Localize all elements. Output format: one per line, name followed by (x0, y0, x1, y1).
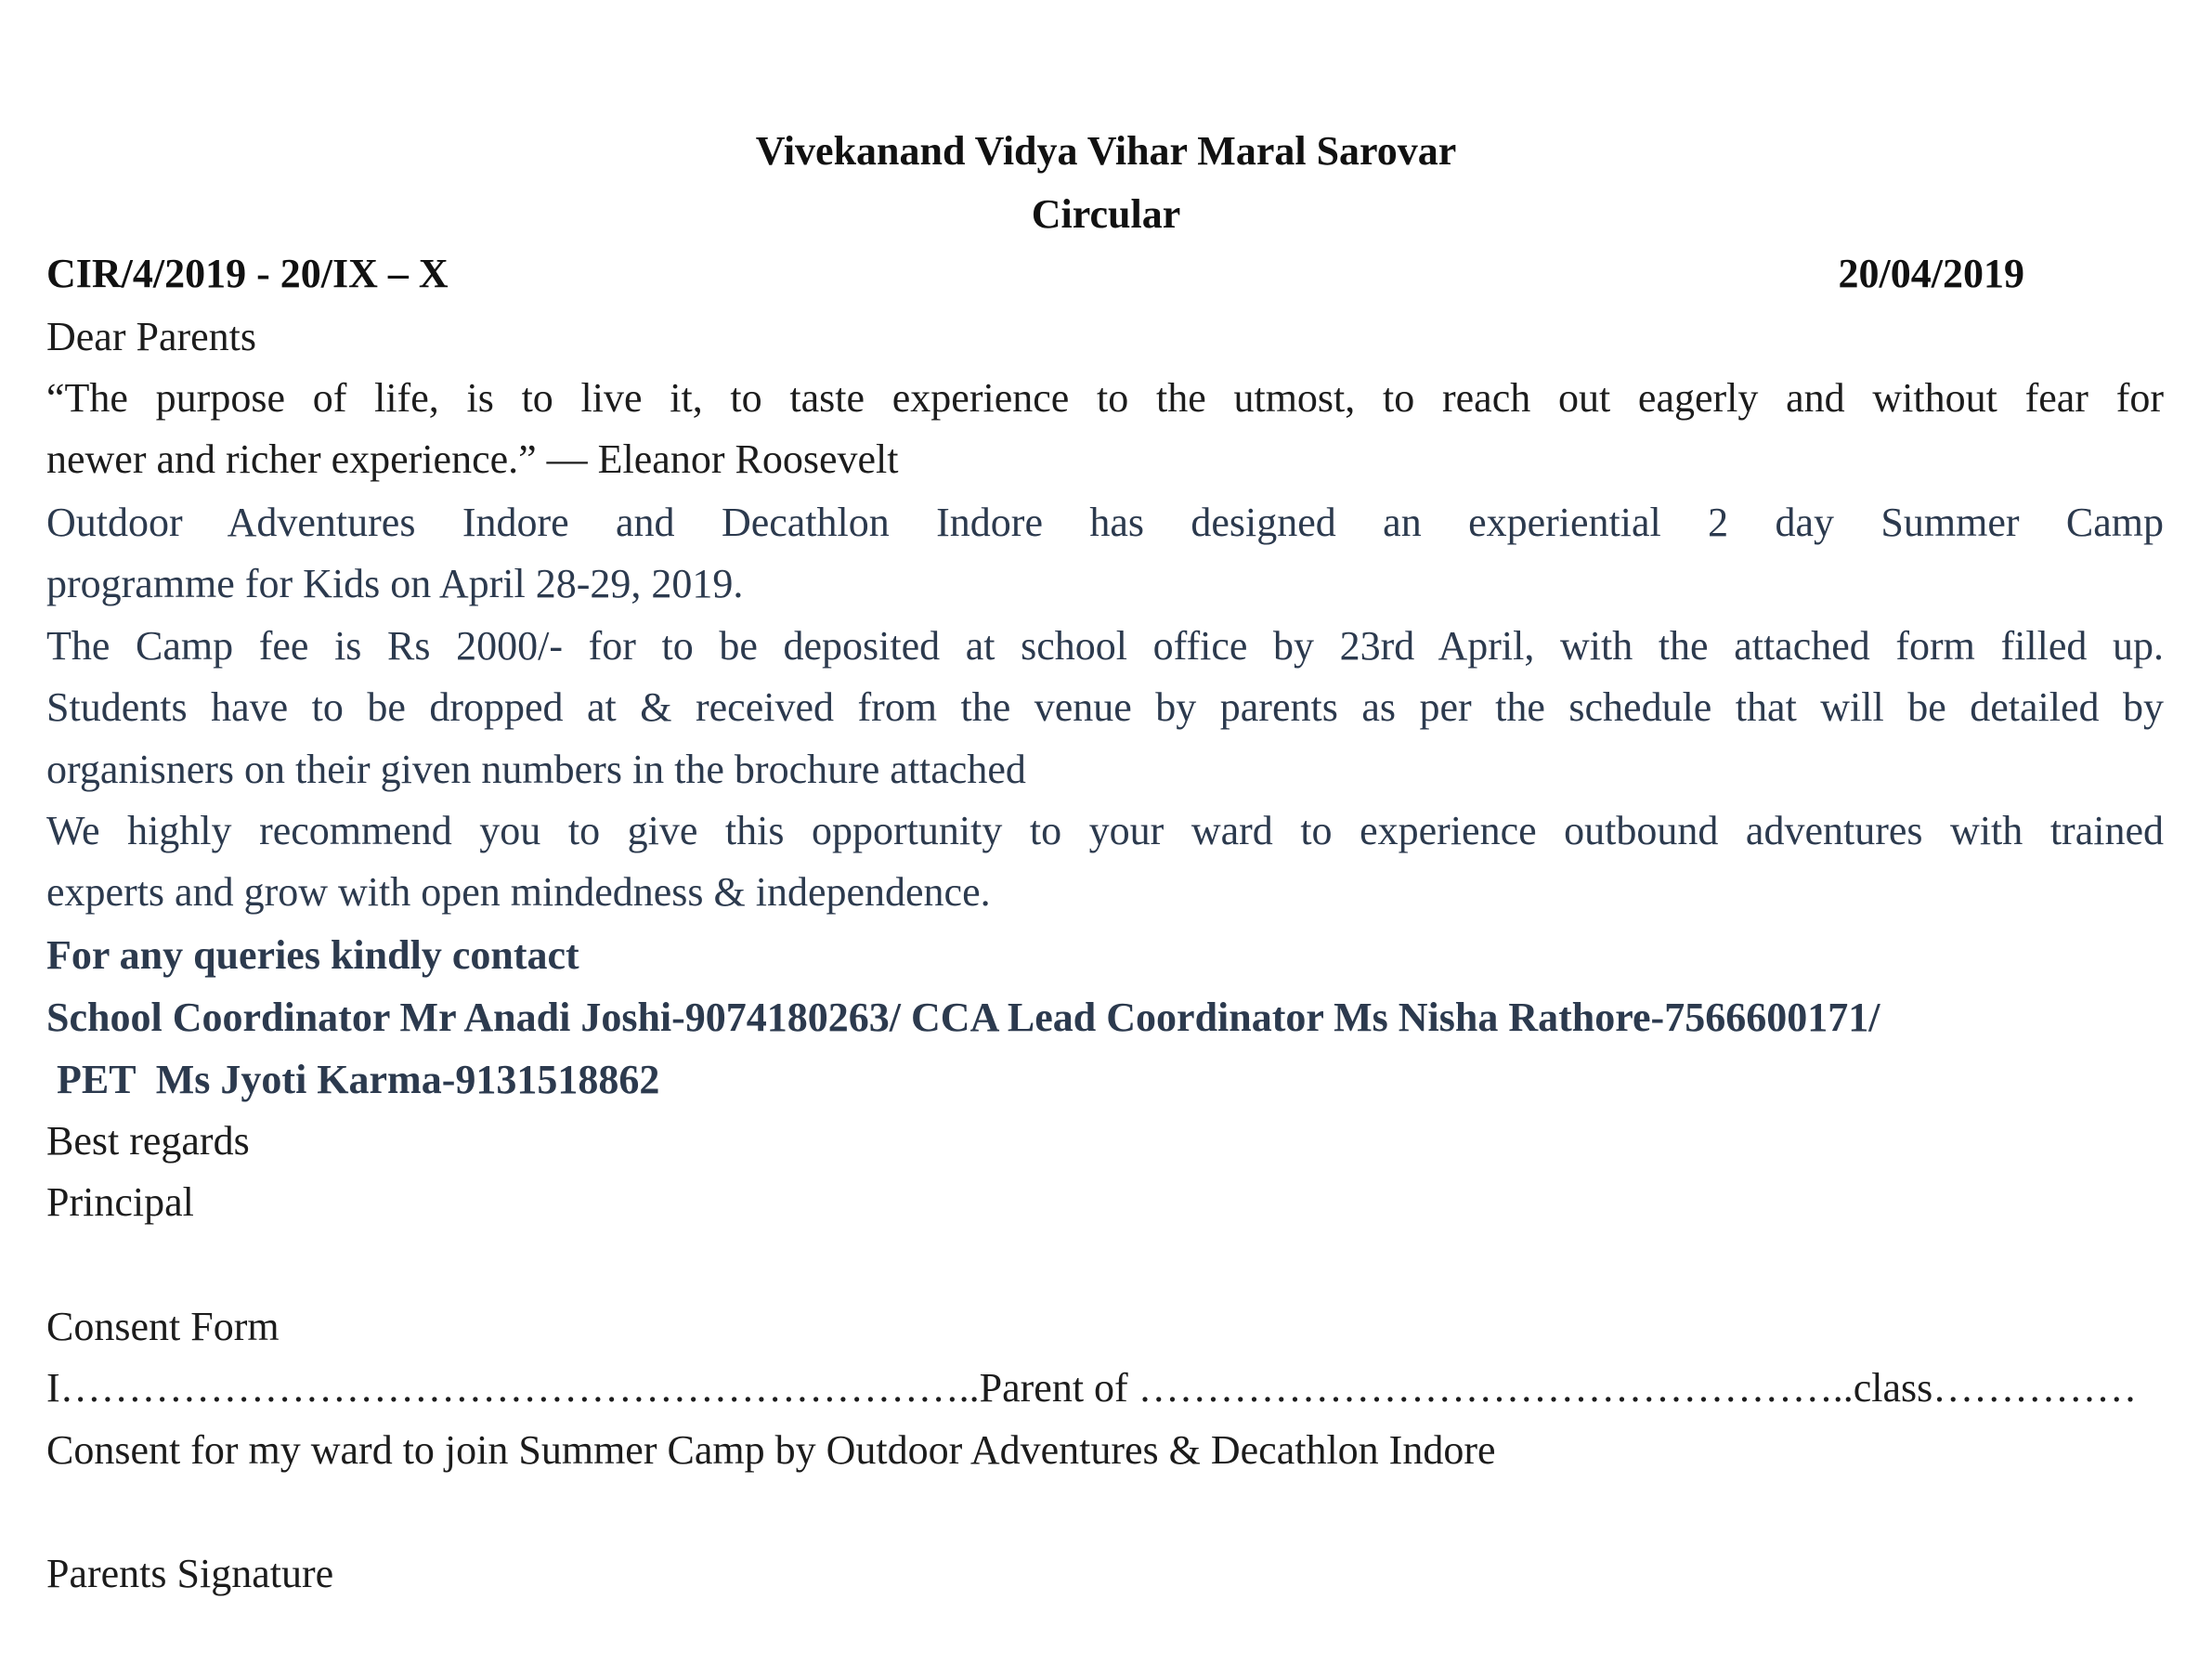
parent-signature-label: Parents Signature (46, 1551, 334, 1596)
quote-line-2: newer and richer experience.” — Eleanor Roosevelt (46, 436, 899, 482)
signatory: Principal (46, 1179, 194, 1225)
consent-form-title: Consent Form (46, 1304, 280, 1349)
reference-row (46, 243, 2024, 305)
contact-line-2: PET Ms Jyoti Karma-9131518862 (46, 1057, 660, 1102)
camp-intro-line-2: programme for Kids on April 28-29, 2019. (46, 561, 744, 606)
consent-fill-line: I…………………………………………………………..Parent of ……………………………………………..class…………… (46, 1365, 2138, 1411)
consent-statement: Consent for my ward to join Summer Camp by Outdoor Adventures & Decathlon Indore (46, 1427, 1496, 1473)
school-name: Vivekanand Vidya Vihar Maral Sarovar (755, 128, 1457, 174)
contact-heading: For any queries kindly contact (46, 932, 579, 978)
document-type: Circular (1031, 191, 1181, 237)
recommendation-line-1: We highly recommend you to give this opportunity to your ward to experience outbound adventures with trained (46, 808, 2164, 853)
fee-line-1: The Camp fee is Rs 2000/- for to be deposited at school office by 23rd April, with the attached form filled up. (46, 623, 2164, 669)
camp-intro-line-1: Outdoor Adventures Indore and Decathlon Indore has designed an experiential 2 day Summer Camp (46, 500, 2164, 545)
fee-line-2: Students have to be dropped at & received from the venue by parents as per the schedule that will be detailed by (46, 684, 2164, 730)
fee-line-3: organisners on their given numbers in the brochure attached (46, 747, 1026, 792)
quote-line-1: “The purpose of life, is to live it, to taste experience to the utmost, to reach out eagerly and without fear for (46, 375, 2164, 421)
reference-number: CIR/4/2019 - 20/IX – X (46, 251, 449, 296)
closing-regards: Best regards (46, 1118, 250, 1164)
contact-line-1: School Coordinator Mr Anadi Joshi-9074180263/ CCA Lead Coordinator Ms Nisha Rathore-7566600171/ (46, 995, 1880, 1040)
recommendation-line-2: experts and grow with open mindedness & independence. (46, 869, 991, 915)
circular-date: 20/04/2019 (1838, 251, 2024, 296)
salutation: Dear Parents (46, 314, 257, 359)
